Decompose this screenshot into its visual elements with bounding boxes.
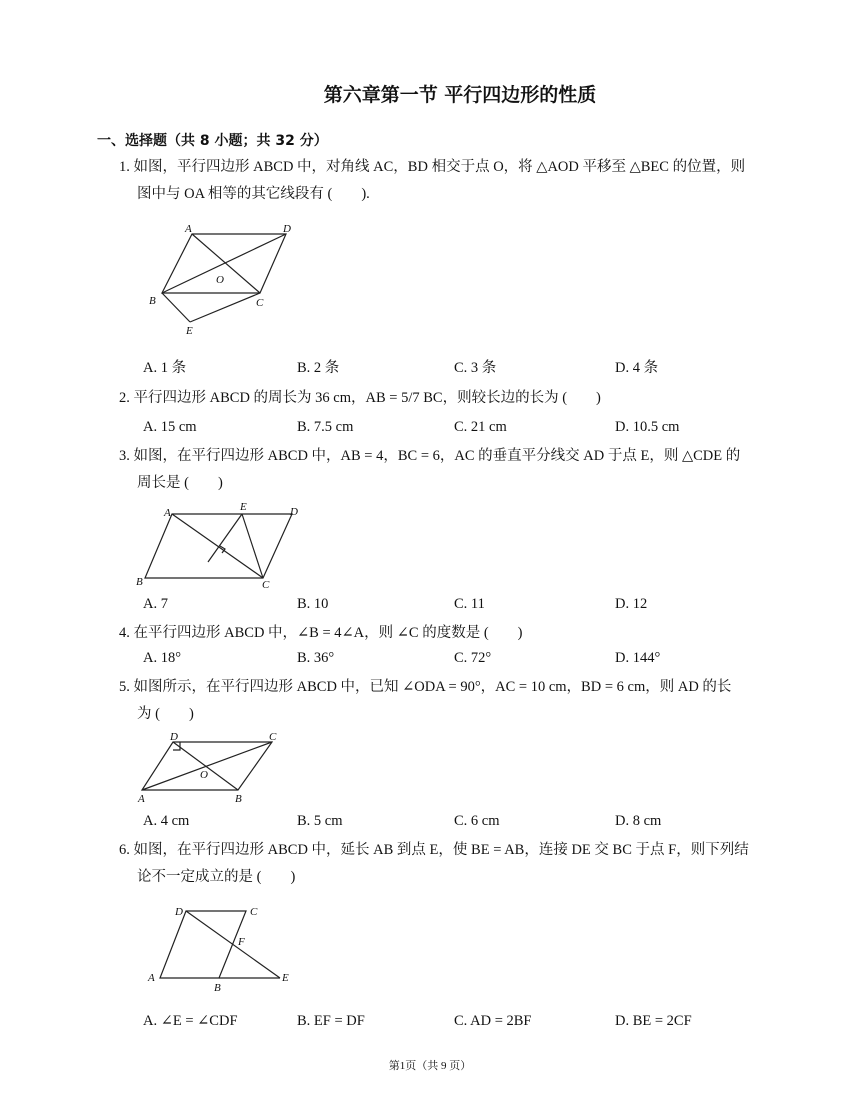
section-title: 一、选择题（共 8 小题；共 32 分）: [97, 133, 328, 149]
figure-q1: [140, 220, 310, 340]
page-title: 第六章第一节 平行四边形的性质: [323, 84, 597, 106]
question-5-line1: 5. 如图所示，在平行四边形 ABCD 中，已知 ∠ODA = 90°，AC = 10 cm，BD = 6 cm，则 AD 的长: [119, 679, 732, 695]
question-5: [119, 674, 764, 728]
label-B: B: [214, 982, 221, 994]
label-B: B: [149, 295, 156, 307]
label-C: C: [256, 297, 264, 309]
option-c[interactable]: C. AD = 2BF: [454, 1013, 532, 1029]
question-4: [119, 620, 764, 647]
options-q1: [143, 356, 763, 376]
option-a[interactable]: A. 7: [143, 596, 168, 612]
figure-q3: [132, 500, 312, 592]
label-C: C: [250, 906, 258, 918]
option-d[interactable]: D. 10.5 cm: [615, 419, 680, 435]
label-A: A: [185, 223, 192, 235]
option-b[interactable]: B. 5 cm: [297, 813, 343, 829]
label-A: A: [138, 793, 145, 805]
label-C: C: [262, 579, 270, 591]
option-d[interactable]: D. 144°: [615, 650, 661, 666]
question-4-line1: 4. 在平行四边形 ABCD 中，∠B = 4∠A，则 ∠C 的度数是 ( ): [119, 625, 523, 641]
question-3-line1: 3. 如图，在平行四边形 ABCD 中，AB = 4，BC = 6，AC 的垂直平分线交 AD 于点 E，则 △CDE 的: [119, 448, 741, 464]
options-q4: [143, 650, 763, 670]
label-D: D: [283, 223, 291, 235]
label-E: E: [240, 501, 247, 513]
page-footer: 第1页（共 9 页）: [388, 1060, 472, 1072]
option-a[interactable]: A. 18°: [143, 650, 182, 666]
option-a[interactable]: A. 15 cm: [143, 419, 197, 435]
label-B: B: [235, 793, 242, 805]
option-d[interactable]: D. 8 cm: [615, 813, 662, 829]
question-6-line2: 论不一定成立的是 ( ): [137, 869, 296, 885]
options-q5: [143, 813, 763, 833]
label-E: E: [282, 972, 289, 984]
option-b[interactable]: B. 36°: [297, 650, 335, 666]
question-1-line1: 1. 如图，平行四边形 ABCD 中，对角线 AC，BD 相交于点 O，将 △AOD 平移至 △BEC 的位置，则: [119, 159, 746, 175]
label-E: E: [186, 325, 193, 337]
option-b[interactable]: B. EF = DF: [297, 1013, 365, 1029]
option-b[interactable]: B. 7.5 cm: [297, 419, 354, 435]
label-O: O: [216, 274, 224, 286]
question-1: [119, 154, 764, 208]
question-6-line1: 6. 如图，在平行四边形 ABCD 中，延长 AB 到点 E，使 BE = AB，连接 DE 交 BC 于点 F，则下列结: [119, 842, 749, 858]
question-3: [119, 443, 764, 497]
label-O: O: [200, 769, 208, 781]
option-d[interactable]: D. BE = 2CF: [615, 1013, 692, 1029]
option-a[interactable]: A. 1 条: [143, 360, 187, 376]
question-2: [119, 385, 764, 412]
option-a[interactable]: A. 4 cm: [143, 813, 190, 829]
option-c[interactable]: C. 6 cm: [454, 813, 500, 829]
question-3-line2: 周长是 ( ): [137, 475, 223, 491]
label-F: F: [238, 936, 245, 948]
label-A: A: [164, 507, 171, 519]
option-b[interactable]: B. 2 条: [297, 360, 340, 376]
option-a[interactable]: A. ∠E = ∠CDF: [143, 1013, 238, 1029]
options-q2: [143, 419, 763, 439]
option-c[interactable]: C. 72°: [454, 650, 492, 666]
option-c[interactable]: C. 21 cm: [454, 419, 507, 435]
figure-q5: [135, 728, 295, 806]
label-B: B: [136, 576, 143, 588]
option-c[interactable]: C. 3 条: [454, 360, 497, 376]
label-D: D: [175, 906, 183, 918]
option-d[interactable]: D. 12: [615, 596, 648, 612]
label-A: A: [148, 972, 155, 984]
label-C: C: [269, 731, 277, 743]
question-1-line2: 图中与 OA 相等的其它线段有 ( ).: [137, 186, 370, 202]
option-d[interactable]: D. 4 条: [615, 360, 659, 376]
option-b[interactable]: B. 10: [297, 596, 329, 612]
option-c[interactable]: C. 11: [454, 596, 485, 612]
label-D: D: [290, 506, 298, 518]
options-q3: [143, 596, 763, 616]
question-6: [119, 837, 764, 891]
figure-q6: [140, 900, 300, 996]
question-2-line1: 2. 平行四边形 ABCD 的周长为 36 cm，AB = 5/7 BC，则较长边的长为 ( ): [119, 390, 601, 406]
question-5-line2: 为 ( ): [137, 706, 194, 722]
label-D: D: [170, 731, 178, 743]
options-q6: [143, 1013, 763, 1033]
